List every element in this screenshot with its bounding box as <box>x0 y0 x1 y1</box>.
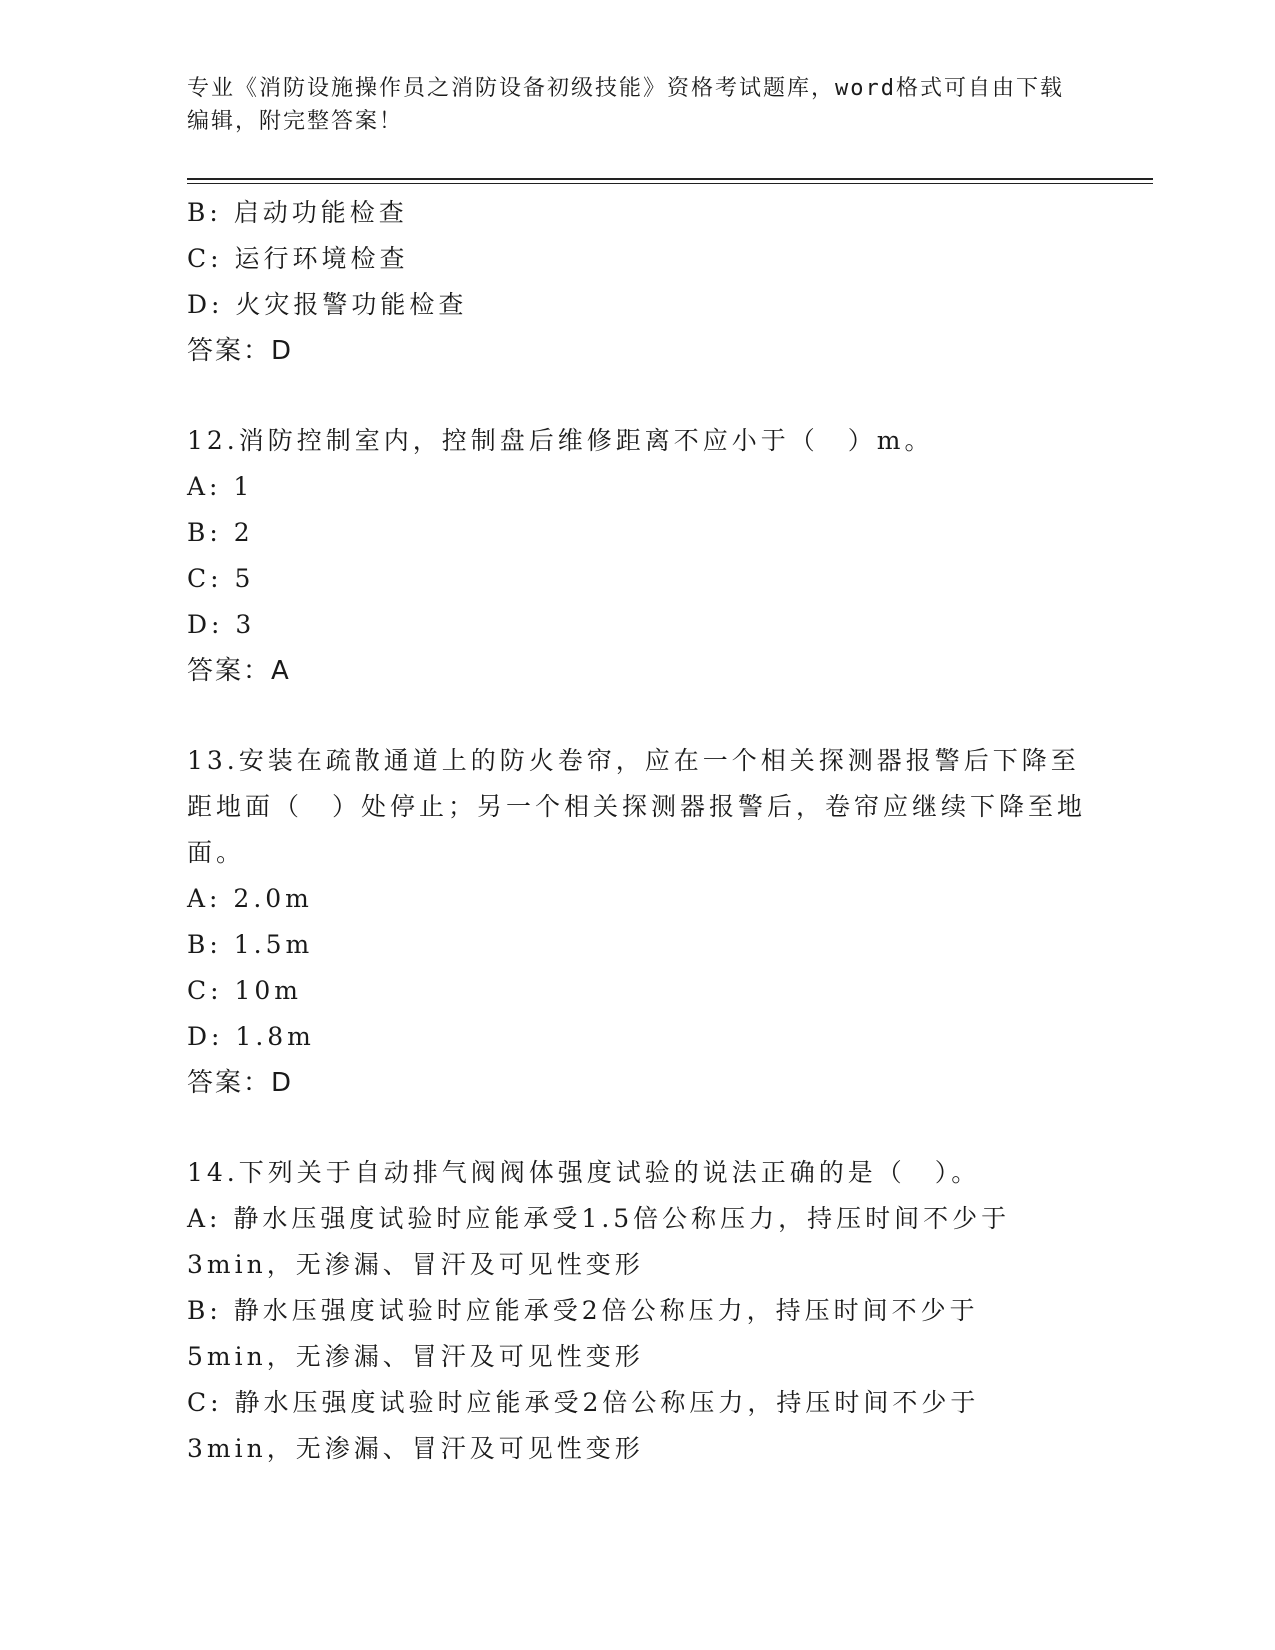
question-stem: 13.安装在疏散通道上的防火卷帘，应在一个相关探测器报警后下降至距地面（ ）处停止；另一个相关探测器报警后，卷帘应继续下降至地面。 <box>187 746 1087 867</box>
answer-label: 答案：D <box>187 1068 294 1098</box>
option-c: C: 5 <box>187 564 255 593</box>
answer-label: 答案：D <box>187 336 294 366</box>
question-13 <box>187 738 1087 1106</box>
option-a: A: 1 <box>187 472 254 501</box>
option-d: D: 3 <box>187 610 256 639</box>
header-divider-thick <box>187 178 1153 180</box>
option-b: B: 静水压强度试验时应能承受2倍公称压力，持压时间不少于5min，无渗漏、冒汗及可见性变形 <box>187 1296 979 1371</box>
option-a: A: 静水压强度试验时应能承受1.5倍公称压力，持压时间不少于3min，无渗漏、冒汗及可见性变形 <box>187 1204 1011 1279</box>
question-list <box>187 190 1087 1472</box>
option-d: D: 1.8m <box>187 1022 315 1051</box>
question-11-continued <box>187 190 1087 374</box>
option-d: D: 火灾报警功能检查 <box>187 290 468 319</box>
option-c: C: 运行环境检查 <box>187 244 409 273</box>
question-14 <box>187 1150 1087 1472</box>
question-12 <box>187 418 1087 694</box>
answer-label: 答案：A <box>187 656 291 686</box>
option-c: C: 10m <box>187 976 303 1005</box>
option-a: A: 2.0m <box>187 884 313 913</box>
option-c: C: 静水压强度试验时应能承受2倍公称压力，持压时间不少于3min，无渗漏、冒汗及可见性变形 <box>187 1388 980 1463</box>
option-b: B: 启动功能检查 <box>187 198 408 227</box>
header-divider-thin <box>187 183 1153 184</box>
option-b: B: 1.5m <box>187 930 314 959</box>
question-stem: 14.下列关于自动排气阀阀体强度试验的说法正确的是（ ）。 <box>187 1158 981 1187</box>
document-header: 专业《消防设施操作员之消防设备初级技能》资格考试题库，word格式可自由下载编辑，附完整答案！ <box>187 76 1064 134</box>
question-stem: 12.消防控制室内，控制盘后维修距离不应小于（ ）m。 <box>187 426 934 455</box>
option-b: B: 2 <box>187 518 254 547</box>
